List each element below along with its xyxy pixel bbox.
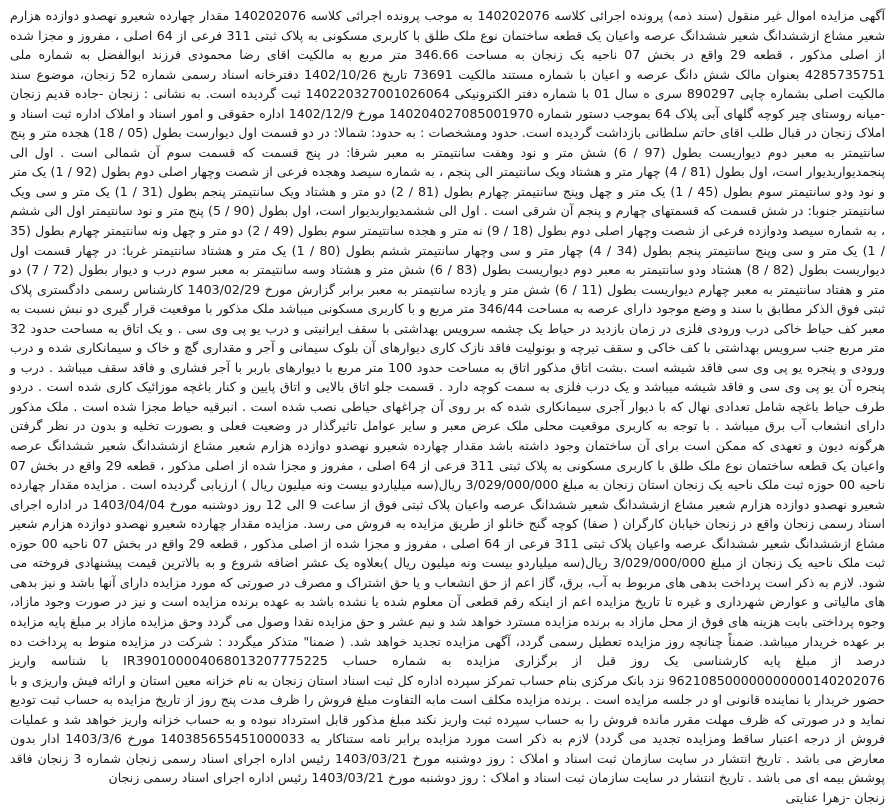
auction-notice [10,6,885,807]
notice-signature: زنجان -زهرا عنایتی [785,789,885,805]
notice-body: آگهی مزایده اموال غیر منقول (سند ذمه) پرونده اجرائی کلاسه 140202076 به موجب پرونده اجرائی کلاسه 140202076 مقدار چهارده شعیرو نهصدو دوازده هزارم شعیر مشاع ازششدانگ شعیر ششدانگ عرصه واعیان یک قطعه ساختمان نوع ملک طلق با کاربری مسکونی به پلاک ثبتی 311 فرعی از 64 اصلی ، مفروز و مجزا شده از اصلی مذکور ، قطعه 29 واقع در بخش 07 ناحیه یک زنجان به مساحت 346.66 متر مربع به مالکیت اقای رضا محمودی فرزند ابوالفضل به شماره ملی 4285735751 بعنوان مالک شش دانگ عرصه و اعیان با شماره مستند مالکیت 73691 تاریخ 1402/10/26 دفترخانه اسناد رسمی شماره 52 زنجان، موضوع سند مالکیت اصلی بشماره چاپی 890297 سری ه سال 01 با شماره دفتر الکترونیکی 140220327001026064 ثبت گردیده است. به نشانی : زنجان -جاده قدیم زنجان -میانه روستای چیر کوچه گلهای آبی پلاک 64 بموجب دستور شماره 140204027085001970 مورخ 1402/12/9 اداره حقوقی و امور اسناد و املاک اداره ثبت اسناد و املاک زنجان در قبال طلب اقای حاتم سلطانی بازداشت گردیده است. حدود ومشخصات : به حدود: شمالا: در دو قسمت اول دیوارست بطول (05 / 18) هجده متر و پنج سانتیمتر به معبر دوم دیواریست بطول (97 / 6) شش متر و نود وهفت سانتیمتر به معبر شرقا: در پنج قسمت که قسمت سوم آن شمالی است . اول الی پنجمدیواربدیوار است، اول بطول (81 / 4) چهار متر و هشتاد ویک سانتیمتر الی پنجم ، به شماره سیصد وهجده فرعی از شصت وچهار اصلی دوم بطول (92 / 1) یک متر و نود ودو سانتیمتر سوم بطول (45 / 1) یک متر و چهل وپنج سانتیمتر چهارم بطول (81 / 2) دو متر و هشتاد ویک سانتیمتر پنجم بطول (31 / 1) یک متر و سی ویک سانتیمتر جنوبا: در شش قسمت که قسمتهای چهارم و پنجم آن شرقی است . اول الی ششمدیواربدیوار است، اول بطول (90 / 5) پنج متر و نود سانتیمتر اول الی ششم ، به شماره سیصد ودوازده فرعی از شصت وچهار اصلی دوم بطول (18 / 9) نه متر و هجده سانتیمتر سوم بطول (49 / 2) دو متر و چهل ونه سانتیمتر چهارم بطول (35 / 1) یک متر و سی وپنج سانتیمتر پنجم بطول (34 / 4) چهار متر و سی وچهار سانتیمتر ششم بطول (80 / 1) یک متر و هشتاد سانتیمتر غربا: در چهار قسمت اول دیواریست بطول (82 / 8) هشتاد ودو سانتیمتر به معبر دوم دیواریست بطول (83 / 6) شش متر و هشتاد وسه سانتیمتر به معبر سوم درب و دیوار بطول (72 / 7) دو متر و هفتاد سانتیمتر به معبر چهارم دیواریست بطول (11 / 6) شش متر و یازده سانتیمتر به معبر برابر گزارش مورخ 1403/02/29 کارشناس رسمی دادگستری پلاک ثبتی فوق الذکر مطابق با سند و وضع موجود دارای عرصه به مساحت 346/44 متر مربع و با کاربری مسکونی میباشد ملک مذکور با موقعیت قرار گیری دو نبش نسبت به معبر کف حیاط خاکی درب ورودی فلزی در زمان بازدید در حیاط یک چشمه سرویس بهداشتی با سقف ایرانیتی و درب یو پی وی سی . و یک اتاق به مساحت حدود 32 متر مربع جنب سرویس بهداشتی با کف خاکی و سقف تیرچه و بونولیت فاقد نازک کاری دیوارهای آن بلوک سیمانی و آجر و مقداری گچ و خاک و سیمانکاری شده و درب ورودی و پنجره یو پی وی سی فاقد شیشه است .بشت اتاق مذکور اتاق به مساحت حدود 100 متر مربع با دیوارهای باربر با آجر فشاری و فاقد سقف میباشد . درب و پنجره آن یو پی وی سی و فاقد شیشه میباشد و یک درب فلزی به سمت کوچه دارد . قسمت جلو اتاق بالایی و اتاق پایین و کنار باغچه موزائیک کاری شده است . دردو طرف حیاط باغچه شامل تعدادی نهال که با دیوار آجری سیمانکاری شده که بر روی آن چراغهای حیاطی نصب شده است . انبرقیه حیاط مجزا شده است . ملک مذکور دارای انشعاب آب برق میباشد . با توجه به کاربری موقعیت محلی ملک عرض معبر و سایر عوامل تاثیرگذار در وضعیت فعلی و بصورت تخلیه و بدون در نظر گرفتن هرگونه دیون و تعهدی که ممکن است برای آن ساختمان وجود داشته باشد مقدار چهارده شعیرو نهصدو دوازده هزارم شعیر مشاع ازششدانگ شعیر ششدانگ عرصه واعیان یک قطعه ساختمان نوع ملک طلق با کاربری مسکونی به پلاک ثبتی 311 فرعی از 64 اصلی ، مفروز و مجزا شده از اصلی مذکور ، قطعه 29 واقع در بخش 07 ناحیه 00 حوزه ثبت ملک ناحیه یک زنجان استان زنجان به مبلغ 3/029/000/000 ریال(سه میلیاردو بیست ونه میلیون ریال ) ارزیابی گردیده است . مزایده مقدار چهارده شعیرو نهصدو دوازده هزارم شعیر مشاع ازششدانگ شعیر ششدانگ عرصه واعیان پلاک ثبتی فوق از ساعت 9 الی 12 روز دوشنبه مورخ 1403/04/04 در اداره اجرای اسناد رسمی زنجان واقع در زنجان خیابان کارگران ( صفا) کوچه گنج خانلو از طریق مزایده به فروش می رسد. مزایده مقدار چهارده شعیرو نهصدو دوازده هزارم شعیر مشاع ازششدانگ شعیر ششدانگ عرصه واعیان پلاک ثبتی 311 فرعی از 64 اصلی ، مفروز و مجزا شده از اصلی مذکور ، قطعه 29 واقع در بخش 07 ناحیه 00 حوزه ثبت ملک ناحیه یک زنجان از مبلغ 3/029/000/000 ریال(سه میلیاردو بیست ونه میلیون ریال )بعلاوه یک عشر اضافه شروع و به بالاترین قیمت پیشنهادی فروخته می شود. لازم به ذکر است پرداخت بدهی های مربوط به آب، برق، گاز اعم از حق انشعاب و یا حق اشتراک و مصرف در صورتی که مورد مزایده دارای آنها باشد و نیز بدهی های مالیاتی و عوارض شهرداری و غیره تا تاریخ مزایده اعم از اینکه رقم قطعی آن معلوم شده یا نشده باشد به عهده برنده مزایده است و نیز در صورت وجود مازاد، وجوه پرداختی بابت هزینه های فوق از محل مازاد به برنده مزایده مسترد خواهد شد و نیم عشر و حق مزایده نقدا وصول می گردد وحق مزایده مازاد بر مبلغ پایه مزایده بر عهده خریدار میباشد. ضمناً چنانچه روز مزایده تعطیل رسمی گردد، آگهی مزایده تجدید خواهد شد. ( ضمنا" متذکر میگردد : شرکت در مزایده منوط به پرداخت ده درصد از مبلغ پایه کارشناسی یک روز قبل از برگزاری مزایده به شماره حساب IR390100004068013207775225 با شناسه واریز 962108500000000000140202076 نزد بانک مرکزی بنام حساب تمرکز سپرده اداره کل ثبت اسناد استان زنجان به نام خزانه معین استان و ارائه فیش واریزی و با حضور خریدار یا نماینده قانونی او در جلسه مزایده است . برنده مزایده مکلف است مابه التفاوت مبلغ فروش را ظرف مدت پنج روز از تاریخ مزایده به حساب ثبت تودیع نماید و در صورتی که ظرف مهلت مقرر مانده فروش را به حساب سپرده ثبت واریز نکند مبلغ مذکور قابل استرداد نبوده و به حساب خزانه واریز خواهد شد و عملیات فروش از درجه اعتبار ساقط ومزایده تجدید می گردد) لازم به ذکر است مورد مزایده برابر نامه ستناکار به 140385655451000033 مورخ 1403/3/6 ادار بدون معارض می باشد . تاریخ انتشار در سایت سازمان ثبت اسناد و املاک : روز دوشنبه مورخ 1403/03/21 رئیس اداره اجرای اسناد رسمی زنجان شماره 3 زنجان فاقد پوشش بیمه ای می باشد . تاریخ انتشار در سایت سازمان ثبت اسناد و املاک : روز دوشنبه مورخ 1403/03/21 رئیس اداره اجرای اسناد رسمی زنجان [10,8,886,786]
